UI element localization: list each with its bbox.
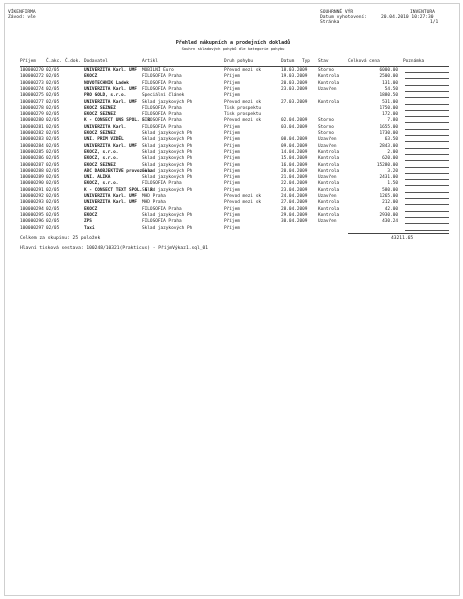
cell-state: Uzavřen [318, 143, 337, 149]
col-header-doc: Č.dok. [65, 59, 81, 64]
cell-state: Uzavřen [318, 219, 337, 225]
cell-article: MHD Praha [142, 200, 166, 206]
cell-total: 63.50 [384, 137, 398, 143]
note-line [405, 154, 449, 155]
cell-total: 2431.00 [379, 175, 398, 181]
cell-movement: Příjem [224, 93, 240, 99]
cell-movement: Příjem [224, 124, 240, 130]
cell-date: 29.04.2009 [281, 212, 308, 218]
cell-supplier: UNI. ALIKA [84, 175, 111, 181]
cell-state: Storno [318, 131, 334, 136]
note-line [405, 129, 449, 130]
cell-action: 02/05 [46, 187, 60, 193]
cell-movement: Převod mezi sk [224, 68, 262, 73]
cell-action: 02/05 [46, 225, 60, 231]
cell-article: FILOSOFIA Praha [142, 206, 182, 212]
note-line [405, 192, 449, 193]
date-label: Datum vyhotovení: [320, 15, 368, 20]
cell-action: 02/05 [46, 168, 60, 174]
cell-total: 1750.00 [379, 105, 398, 111]
cell-date: 08.04.2009 [281, 137, 308, 143]
cell-movement: Příjem [224, 206, 240, 212]
cell-supplier: EKOCZ SEZNEZ [84, 162, 116, 168]
page-number: 1/1 [430, 20, 439, 25]
cell-total: 172.00 [382, 112, 398, 118]
cell-receipt: 100000290 [20, 181, 44, 187]
note-line [405, 198, 449, 199]
table-row [5, 200, 459, 206]
col-header-article: Artikl [142, 59, 158, 64]
col-header-state: Stav [318, 59, 329, 64]
cell-state: Kontrola [318, 212, 340, 218]
cell-receipt: 100000283 [20, 137, 44, 143]
cell-supplier: ZPS [84, 219, 92, 225]
cell-supplier: ABC DAOBJEKTIVE provozovna [84, 168, 153, 174]
table-row [5, 87, 459, 93]
cell-receipt: 100000296 [20, 219, 44, 225]
table-header [5, 59, 459, 65]
print-date: 20.04.2010 10:27:30 [381, 15, 434, 20]
cell-action: 02/05 [46, 156, 60, 162]
cell-total: 620.00 [382, 156, 398, 162]
cell-date: 20.04.2009 [281, 168, 308, 174]
cell-action: 02/05 [46, 99, 60, 105]
cell-total: 42.00 [384, 206, 398, 212]
table-row [5, 118, 459, 124]
cell-total: 1730.00 [379, 131, 398, 136]
cell-article: FILOSOFIA Praha [142, 112, 182, 118]
table-row [5, 81, 459, 87]
cell-action: 02/05 [46, 74, 60, 80]
cell-date: 09.04.2009 [281, 143, 308, 149]
table-row [5, 207, 459, 213]
cell-receipt: 100000297 [20, 225, 44, 231]
col-header-action: Č.akc. [46, 59, 62, 64]
cell-total: 580.00 [382, 187, 398, 193]
cell-supplier: EKOCZ SEZNEZ [84, 105, 116, 111]
note-line [405, 185, 449, 186]
cell-movement: Příjem [224, 149, 240, 155]
table-row [5, 181, 459, 187]
cell-article: Sklad jazykových Ph [142, 225, 193, 231]
report-group: SOUHRNNÉ VÝR [320, 10, 354, 15]
report-subtitle: Souhrn skladových pohybů dle kategorie pohybu [181, 46, 285, 51]
cell-article: Sklad jazykových Ph [142, 137, 193, 143]
cell-article: FILOSOFIA Praha [142, 105, 182, 111]
cell-receipt: 100000278 [20, 105, 44, 111]
cell-date: 20.03.2009 [281, 80, 308, 86]
cell-date: 30.04.2009 [281, 219, 308, 225]
cell-supplier: UNIVERZITA Karl. UMF [84, 200, 137, 206]
note-line [405, 223, 449, 224]
cell-movement: Příjem [224, 86, 240, 92]
cell-action: 02/05 [46, 149, 60, 155]
cell-action: 02/05 [46, 194, 60, 199]
cell-total: 212.00 [382, 200, 398, 206]
cell-total: 6000.00 [379, 68, 398, 73]
cell-supplier: UNIVERZITA Karl. UMF [84, 86, 137, 92]
note-line [405, 78, 449, 79]
cell-movement: Příjem [224, 131, 240, 136]
table-row [5, 188, 459, 194]
note-line [405, 179, 449, 180]
cell-action: 02/05 [46, 80, 60, 86]
cell-state: Kontrola [318, 149, 340, 155]
cell-date: 24.04.2009 [281, 194, 308, 199]
cell-action: 02/05 [46, 219, 60, 225]
cell-supplier: EKOCZ [84, 74, 98, 80]
cell-movement: Převod mezi sk [224, 194, 262, 199]
cell-date: 16.04.2009 [281, 162, 308, 168]
cell-supplier: UNIVERZITA Karl. UMF [84, 143, 137, 149]
cell-supplier: K - CONSECT UNS SPOL. S R [84, 118, 151, 124]
cell-supplier: EKOCZ SEZNEZ [84, 131, 116, 136]
cell-action: 02/05 [46, 112, 60, 118]
col-header-date: Datum [281, 59, 295, 64]
cell-date: 27.04.2009 [281, 200, 308, 206]
cell-receipt: 100000294 [20, 206, 44, 212]
cell-state: Kontrola [318, 162, 340, 168]
cell-movement: Převod mezi sk [224, 200, 262, 206]
note-line [405, 160, 449, 161]
table-row [5, 137, 459, 143]
cell-supplier: UNIVERZITA Karl. UMF [84, 99, 137, 105]
cell-article: MHD Praha [142, 194, 166, 199]
table-row [5, 144, 459, 150]
cell-receipt: 100000279 [20, 112, 44, 118]
cell-article: Sklad jazykových Ph [142, 187, 193, 193]
cell-action: 02/05 [46, 124, 60, 130]
cell-total: 1265.00 [379, 194, 398, 199]
cell-state: Storno [318, 118, 334, 124]
cell-movement: Příjem [224, 181, 240, 187]
note-line [405, 97, 449, 98]
cell-article: FILOSOFIA Praha [142, 80, 182, 86]
cell-article: Sklad jazykových Ph [142, 162, 193, 168]
cell-state: Kontrola [318, 200, 340, 206]
cell-total: 2.00 [387, 149, 398, 155]
note-line [405, 204, 449, 205]
cell-date: 22.04.2009 [281, 181, 308, 187]
cell-movement: Příjem [224, 137, 240, 143]
cell-receipt: 100000285 [20, 149, 44, 155]
cell-article: FILOSOFIA Praha [142, 219, 182, 225]
cell-supplier: Taxi [84, 225, 95, 231]
cell-movement: Převod mezi sk [224, 118, 262, 124]
cell-state: Kontrola [318, 168, 340, 174]
cell-receipt: 100000287 [20, 162, 44, 168]
cell-article: FILOSOFIA Praha [142, 86, 182, 92]
cell-movement: Příjem [224, 212, 240, 218]
cell-supplier: UNIVERZITA Karl. UMF [84, 194, 137, 199]
cell-supplier: EKOCZ, s.r.o. [84, 156, 119, 162]
note-line [405, 116, 449, 117]
cell-movement: Příjem [224, 156, 240, 162]
cell-movement: Příjem [224, 162, 240, 168]
cell-total: 7.80 [387, 118, 398, 124]
note-line [405, 91, 449, 92]
cell-date: 23.03.2009 [281, 86, 308, 92]
cell-supplier: EKOCZ [84, 212, 98, 218]
cell-movement: Příjem [224, 187, 240, 193]
cell-action: 02/05 [46, 86, 60, 92]
cell-article: Sklad jazykových Ph [142, 156, 193, 162]
cell-supplier: EKOCZ [84, 206, 98, 212]
note-line [405, 173, 449, 174]
cell-state: Kontrola [318, 187, 340, 193]
cell-receipt: 100000291 [20, 187, 44, 193]
table-row [5, 106, 459, 112]
cell-supplier: EKOCZ SEZNEZ [84, 112, 116, 118]
cell-movement: Příjem [224, 175, 240, 181]
cell-article: Sklad jazykových Ph [142, 168, 193, 174]
cell-action: 02/05 [46, 143, 60, 149]
cell-state: Kontrola [318, 156, 340, 162]
plant-filter: Závod: vše [8, 15, 36, 20]
cell-movement: Příjem [224, 168, 240, 174]
cell-date: 03.04.2009 [281, 124, 308, 130]
cell-total: 1880.50 [379, 93, 398, 99]
cell-receipt: 100000275 [20, 93, 44, 99]
cell-article: FILOSOFIA Praha [142, 181, 182, 187]
cell-movement: Příjem [224, 219, 240, 225]
cell-total: 1.50 [387, 181, 398, 187]
cell-article: Speciální článek [142, 93, 185, 99]
cell-action: 02/05 [46, 175, 60, 181]
total-rule [348, 233, 449, 234]
cell-date: 23.04.2009 [281, 187, 308, 193]
note-line [405, 211, 449, 212]
note-line [405, 167, 449, 168]
note-line [405, 122, 449, 123]
cell-article: FILOSOFIA Praha [142, 74, 182, 80]
cell-date: 02.04.2009 [281, 118, 308, 124]
page-label: Stránka [320, 20, 340, 25]
cell-receipt: 100000289 [20, 175, 44, 181]
table-row [5, 213, 459, 219]
cell-action: 02/05 [46, 118, 60, 124]
cell-article: Sklad jazykových Ph [142, 143, 193, 149]
note-line [405, 72, 449, 73]
cell-date: 28.04.2009 [281, 206, 308, 212]
cell-action: 02/05 [46, 206, 60, 212]
note-line [405, 217, 449, 218]
cell-supplier: UNI. PRIM VZDĚL [84, 137, 124, 143]
cell-receipt: 100000280 [20, 118, 44, 124]
table-row [5, 100, 459, 106]
col-header-receipt: Příjem [20, 59, 36, 64]
cell-state: Storno [318, 124, 334, 130]
cell-movement: Příjem [224, 74, 240, 80]
cell-supplier: EKOCZ, s.r.o. [84, 181, 119, 187]
cell-receipt: 100000274 [20, 86, 44, 92]
cell-date: 19.03.2009 [281, 74, 308, 80]
cell-receipt: 100000286 [20, 156, 44, 162]
cell-supplier: NOVOTECHNIK Ladek [84, 80, 129, 86]
cell-state: Kontrola [318, 206, 340, 212]
cell-date: 18.03.2009 [281, 68, 308, 73]
cell-article: FILOSOFIA Praha [142, 124, 182, 130]
cell-total: 2930.00 [379, 212, 398, 218]
cell-article: FILOSOFIA Praha [142, 118, 182, 124]
note-line [405, 148, 449, 149]
col-header-type: Typ [302, 59, 310, 64]
cell-action: 02/05 [46, 68, 60, 73]
cell-action: 02/05 [46, 212, 60, 218]
cell-total: 430.24 [382, 219, 398, 225]
cell-receipt: 100000282 [20, 131, 44, 136]
cell-movement: Tisk prospektu [224, 112, 262, 118]
cell-date: 14.04.2009 [281, 149, 308, 155]
cell-action: 02/05 [46, 200, 60, 206]
table-row [5, 150, 459, 156]
cell-action: 02/05 [46, 131, 60, 136]
cell-supplier: K - CONSECT TEXT SPOL. S R [84, 187, 153, 193]
cell-total: 131.00 [382, 80, 398, 86]
note-line [405, 135, 449, 136]
header-rule [20, 66, 449, 67]
cell-supplier: PRO GOLD, s.r.o. [84, 93, 127, 99]
company-name: VÍKENFIRMA [8, 10, 36, 15]
cell-state: Kontrola [318, 80, 340, 86]
cell-date: 27.03.2009 [281, 99, 308, 105]
report-page [4, 3, 460, 596]
cell-receipt: 100000277 [20, 99, 44, 105]
cell-receipt: 100000293 [20, 200, 44, 206]
cell-movement: Příjem [224, 80, 240, 86]
table-row [5, 93, 459, 99]
cell-action: 02/05 [46, 93, 60, 99]
cell-total: 531.00 [382, 99, 398, 105]
cell-receipt: 100000273 [20, 80, 44, 86]
col-header-note: Poznámka [403, 59, 425, 64]
cell-article: Sklad jazykových Ph [142, 175, 193, 181]
cell-state: Uzavřen [318, 86, 337, 92]
note-line [405, 230, 449, 231]
cell-receipt: 100000295 [20, 212, 44, 218]
table-row [5, 163, 459, 169]
cell-state: Kontrola [318, 181, 340, 187]
table-row [5, 219, 459, 225]
cell-total: 2500.00 [379, 74, 398, 80]
note-line [405, 110, 449, 111]
table-row [5, 169, 459, 175]
group-total: 43211.65 [391, 236, 414, 241]
cell-total: 3.20 [387, 168, 398, 174]
cell-movement: Převod mezi sk [224, 99, 262, 105]
cell-receipt: 100000288 [20, 168, 44, 174]
cell-supplier: EKOCZ, s.r.o. [84, 149, 119, 155]
cell-movement: Příjem [224, 143, 240, 149]
cell-movement: Tisk prospektu [224, 105, 262, 111]
cell-total: 2843.00 [379, 143, 398, 149]
cell-article: Sklad jazykových Ph [142, 131, 193, 136]
cell-article: MOBILNÍ Euro [142, 68, 174, 73]
cell-state: Uzavřen [318, 175, 337, 181]
col-header-total: Celková cena [348, 59, 380, 64]
cell-receipt: 100000270 [20, 68, 44, 73]
col-header-supplier: Dodavatel [84, 59, 108, 64]
cell-supplier: UNIVERZITA Karl. [84, 124, 127, 130]
cell-receipt: 100000272 [20, 74, 44, 80]
note-line [405, 85, 449, 86]
cell-state: Kontrola [318, 99, 340, 105]
cell-supplier: UNIVERZITA Karl. UMF [84, 68, 137, 73]
cell-article: Sklad jazykových Ph [142, 149, 193, 155]
cell-state: Storno [318, 68, 334, 73]
cell-article: Sklad jazykových Ph [142, 212, 193, 218]
cell-state: Uzavřen [318, 137, 337, 143]
table-row [5, 74, 459, 80]
cell-state: Kontrola [318, 74, 340, 80]
table-row [5, 226, 459, 232]
cell-total: 54.50 [384, 86, 398, 92]
table-row [5, 125, 459, 131]
cell-action: 02/05 [46, 137, 60, 143]
cell-receipt: 100000292 [20, 194, 44, 199]
col-header-movement: Druh pohybu [224, 59, 254, 64]
group-count: Celkem za skupinu: 25 položek [20, 236, 101, 241]
report-type: INVENTURA [410, 10, 435, 15]
report-footer: Hlavní tisková sestava: 100248/10321(Prakticus) - PříjmVýkaz1.sql_01 [20, 246, 209, 251]
cell-receipt: 100000281 [20, 124, 44, 130]
note-line [405, 141, 449, 142]
cell-date: 21.04.2009 [281, 175, 308, 181]
note-line [405, 104, 449, 105]
cell-date: 15.04.2009 [281, 156, 308, 162]
cell-article: Sklad jazykových Ph [142, 99, 193, 105]
cell-total: 15280.00 [376, 162, 398, 168]
cell-action: 02/05 [46, 105, 60, 111]
cell-receipt: 100000284 [20, 143, 44, 149]
cell-action: 02/05 [46, 181, 60, 187]
report-title: Přehled nákupních a prodejních dokladů [175, 40, 291, 46]
cell-movement: Příjem [224, 225, 240, 231]
table-row [5, 156, 459, 162]
cell-state: Uzavřen [318, 194, 337, 199]
cell-action: 02/05 [46, 162, 60, 168]
cell-total: 1655.00 [379, 124, 398, 130]
